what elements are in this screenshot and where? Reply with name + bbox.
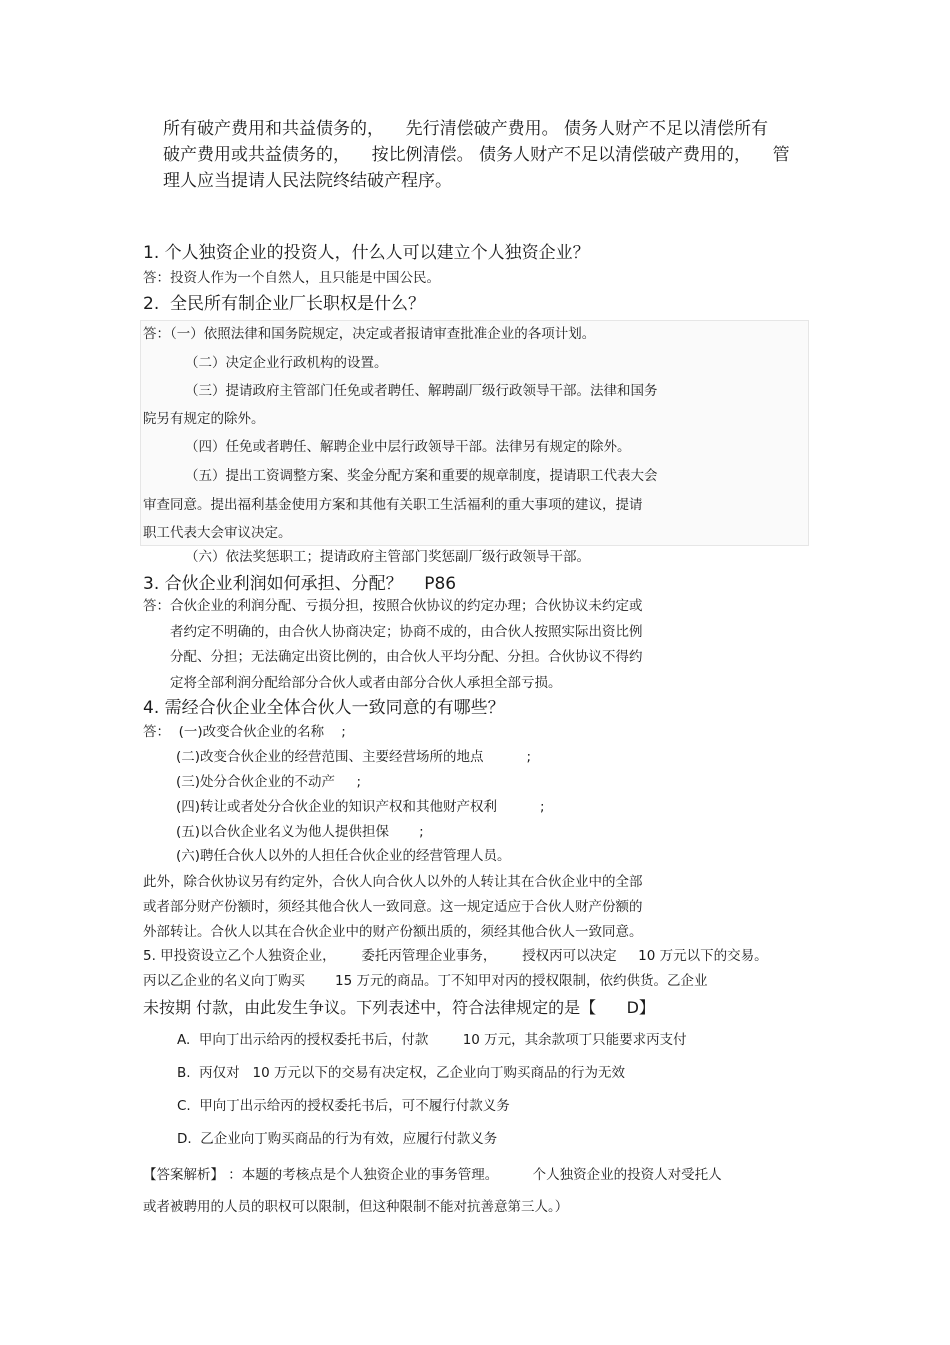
question-2: 2. 全民所有制企业厂长职权是什么？ — [143, 294, 426, 314]
answer-4-line: (二)改变合伙企业的经营范围、主要经营场所的地点 ; — [176, 749, 531, 765]
answer-3-line: 答：合伙企业的利润分配、亏损分担，按照合伙协议的约定办理；合伙协议未约定或 — [143, 598, 643, 614]
answer-2-line: 审查同意。提出福利基金使用方案和其他有关职工生活福利的重大事项的建议，提请 — [143, 497, 643, 513]
question-5-line: 丙以乙企业的名义向丁购买 15 万元的商品。丁不知甲对丙的授权限制，依约供货。乙企业 — [143, 973, 708, 989]
answer-4-line: (四)转让或者处分合伙企业的知识产权和其他财产权利 ; — [176, 799, 545, 815]
answer-2-line: 院另有规定的除外。 — [143, 411, 265, 427]
answer-analysis-line: 【答案解析】 ：本题的考核点是个人独资企业的事务管理。 个人独资企业的投资人对受托人 — [143, 1167, 722, 1183]
question-1: 1. 个人独资企业的投资人，什么人可以建立个人独资企业？ — [143, 243, 590, 263]
answer-2-line: 答：（一）依照法律和国务院规定，决定或者报请审查批准企业的各项计划。 — [143, 326, 596, 342]
answer-2-line: （六）依法奖惩职工；提请政府主管部门奖惩副厂级行政领导干部。 — [185, 549, 590, 565]
answer-2-line: （五）提出工资调整方案、奖金分配方案和重要的规章制度，提请职工代表大会 — [185, 468, 658, 484]
answer-1: 答：投资人作为一个自然人，且只能是中国公民。 — [143, 270, 440, 286]
answer-2-line: （二）决定企业行政机构的设置。 — [185, 355, 388, 371]
question-5-line: 5. 甲投资设立乙个人独资企业， 委托丙管理企业事务， 授权丙可以决定 10 万元以下的交易。 — [143, 948, 768, 964]
answer-2-line: 职工代表大会审议决定。 — [143, 525, 292, 541]
question-3: 3. 合伙企业利润如何承担、分配？ P86 — [143, 574, 457, 594]
intro-line-1: 所有破产费用和共益债务的， 先行清偿破产费用。 债务人财产不足以清偿所有 — [163, 119, 769, 139]
option-b: B. 丙仅对 10 万元以下的交易有决定权，乙企业向丁购买商品的行为无效 — [177, 1065, 625, 1081]
intro-line-3: 理人应当提请人民法院终结破产程序。 — [163, 171, 452, 191]
answer-4-line: 外部转让。合伙人以其在合伙企业中的财产份额出质的，须经其他合伙人一致同意。 — [143, 924, 643, 940]
answer-4-line: 或者部分财产份额时，须经其他合伙人一致同意。这一规定适应于合伙人财产份额的 — [143, 899, 643, 915]
answer-3-line: 分配、分担；无法确定出资比例的，由合伙人平均分配、分担。合伙协议不得约 — [170, 649, 643, 665]
answer-4-line: (六)聘任合伙人以外的人担任合伙企业的经营管理人员。 — [176, 848, 511, 864]
answer-3-line: 者约定不明确的，由合伙人协商决定；协商不成的，由合伙人按照实际出资比例 — [170, 624, 643, 640]
answer-4-line: (五)以合伙企业名义为他人提供担保 ; — [176, 824, 424, 840]
option-d: D. 乙企业向丁购买商品的行为有效，应履行付款义务 — [177, 1131, 498, 1147]
option-c: C. 甲向丁出示给丙的授权委托书后，可不履行付款义务 — [177, 1098, 510, 1114]
intro-line-2: 破产费用或共益债务的， 按比例清偿。 债务人财产不足以清偿破产费用的， 管 — [163, 145, 790, 165]
question-4: 4. 需经合伙企业全体合伙人一致同意的有哪些？ — [143, 698, 505, 718]
answer-4-line: 答： (一)改变合伙企业的名称 ; — [143, 724, 346, 740]
question-5-line: 未按期 付款，由此发生争议。下列表述中，符合法律规定的是【 D】 — [143, 998, 655, 1017]
answer-4-line: (三)处分合伙企业的不动产 ; — [176, 774, 362, 790]
answer-analysis-line: 或者被聘用的人员的职权可以限制，但这种限制不能对抗善意第三人。） — [143, 1199, 569, 1215]
answer-4-line: 此外，除合伙协议另有约定外，合伙人向合伙人以外的人转让其在合伙企业中的全部 — [143, 874, 643, 890]
answer-2-line: （三）提请政府主管部门任免或者聘任、解聘副厂级行政领导干部。法律和国务 — [185, 383, 658, 399]
answer-3-line: 定将全部利润分配给部分合伙人或者由部分合伙人承担全部亏损。 — [170, 675, 562, 691]
option-a: A. 甲向丁出示给丙的授权委托书后，付款 10 万元，其余款项丁只能要求丙支付 — [177, 1032, 687, 1048]
answer-2-line: （四）任免或者聘任、解聘企业中层行政领导干部。法律另有规定的除外。 — [185, 439, 631, 455]
